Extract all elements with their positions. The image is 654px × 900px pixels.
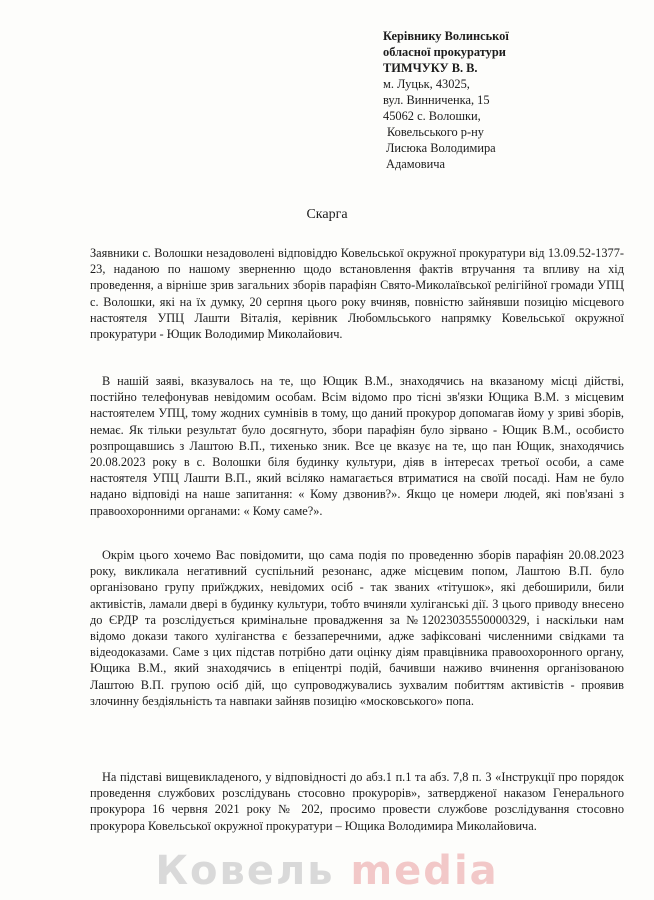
sender-patronymic: Адамовича	[386, 157, 446, 171]
watermark-word-1: Ковель	[155, 848, 335, 894]
paragraph-text: В нашій заяві, вказувалось на те, що Ющик В.М., знаходячись на вказаному місці дійстві, постійно телефонував невідомим особам. Всім відомо про тісні зв'язки Ющика В.М. з місцевим настоятелем УПЦ, тому жодних сумнівів в тому, що даний прокурор допомагав йому у зриві зборів, немає. Як тільки результат було досягнуто, збори парафіян було зірвано - Ющик В.М., особисто розпрощавшись з Лаштою В.П., тихенько зник. Все це вказує на те, що пан Ющик, знаходячись 20.08.2023 року в с. Волошки біля будинку культури, діяв в інтересах третьої особи, а саме настоятеля УПЦ Лашти В.П., який всіляко намагається втриматися на своїй посаді. Нам не було надано відповіді на наше запитання: « Кому дзвонив?». Якщо це номери людей, які пов'язані з правоохоронними органами: « Кому саме?».	[90, 374, 624, 518]
complaint-paragraph-2	[90, 373, 624, 519]
sender-name: Лисюка Володимира	[386, 141, 496, 155]
addressee-line: Керівнику Волинської	[383, 29, 509, 43]
addressee-city: м. Луцьк, 43025,	[383, 77, 470, 91]
addressee-block	[383, 28, 643, 172]
sender-village: 45062 с. Волошки,	[383, 109, 481, 123]
addressee-line: обласної прокуратури	[383, 45, 506, 59]
paragraph-text: Заявники с. Волошки незадоволені відповіддю Ковельської окружної прокуратури від 13.09.52-1377-23, наданою по нашому зверненню щодо встановлення фактів втручання та впливу на хід проведення, а вірніше зрив загальних зборів парафіян Свято-Миколаївської релігійної громади УПЦ с. Волошки, які на їх думку, 20 серпня цього року вчиняв, повністю зайнявши позицію місцевого настоятеля УПЦ Лашти Віталія, керівник Любомльського напрямку Ковельської окружної прокуратури - Ющик Володимир Миколайович.	[90, 246, 624, 342]
watermark	[0, 848, 654, 894]
sender-district: Ковельського р-ну	[387, 125, 484, 139]
complaint-paragraph-4	[90, 769, 624, 834]
paragraph-text: Окрім цього хочемо Вас повідомити, що сама подія по проведенню зборів парафіян 20.08.2023 року, викликала негативний суспільний резонанс, адже місцевим попом, Лаштою В.П. було організовано групу приїжджих, невідомих осіб - так званих «тітушок», які дебоширили, били активістів, ламали двері в будинку культури, тобто вчиняли хуліганські дії. З цього приводу внесено до ЄРДР та розслідується кримінальне провадження за №12023035550000329, і наскільки нам відомо докази такого хуліганства є беззаперечними, адже зафіксовані численними свідками та відеодоказами. Саме з цих підстав потрібно дати оцінку діям правцівника правоохоронного органу, Ющика В.М., який знаходячись в епіцентрі подій, бачивши наживо вчинення організованою Лаштою В.П. групою осіб дій, що супроводжувались зухвалим побиттям активістів - проявив злочинну бездіяльність та навпаки зайняв позицію «московського» попа.	[90, 548, 624, 708]
complaint-paragraph-1	[90, 245, 624, 342]
addressee-name: ТИМЧУКУ В. В.	[383, 61, 478, 75]
paragraph-text: На підставі вищевикладеного, у відповідності до абз.1 п.1 та абз. 7,8 п. 3 «Інструкції про порядок проведення службових розслідувань стосовно прокурорів», затвердженої наказом Генерального прокурора 16 червня 2021 року № 202, просимо провести службове розслідування стосовно прокурора Ковельської окружної прокуратури – Ющика Володимира Миколайовича.	[90, 770, 624, 833]
document-title: Скарга	[306, 207, 348, 222]
complaint-paragraph-3	[90, 547, 624, 709]
addressee-street: вул. Винниченка, 15	[383, 93, 490, 107]
watermark-word-2: media	[350, 848, 499, 894]
